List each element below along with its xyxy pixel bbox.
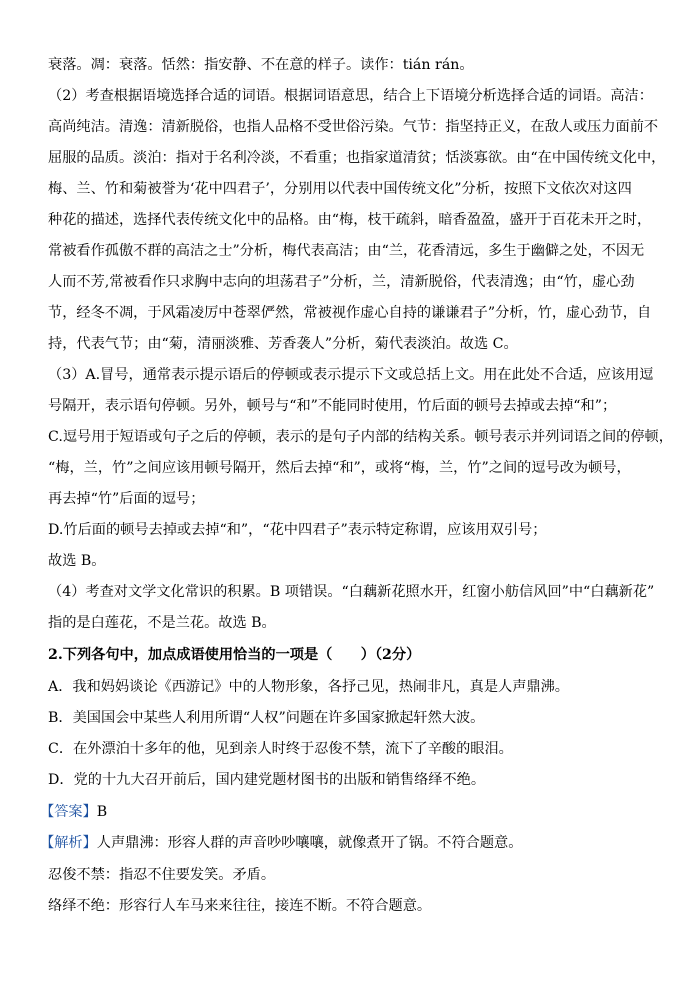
analysis-line	[40, 833, 646, 853]
explanation-line: 种花的描述，选择代表传统文化中的品格。由“梅，枝干疏斜，暗香盈盈，盛开于百花未开之时，	[48, 212, 652, 228]
explanation-line: 高尚纯洁。清逸：清新脱俗，也指人品格不受世俗污染。气节：指坚持正义，在敌人或压力面前不	[48, 119, 659, 135]
analysis-line: 络绎不绝：形容行人车马来来往往，接连不断。不符合题意。	[48, 898, 432, 914]
explanation-line: （3）A.冒号，通常表示提示语后的停顿或表示提示下文或总括上文。用在此处不合适，应该用逗	[48, 367, 654, 383]
explanation-line: 故选 B。	[48, 553, 106, 569]
explanation-line: 梅、兰、竹和菊被誉为‘花中四君子’，分别用以代表中国传统文化”分析，按照下文依次对这四	[48, 181, 632, 197]
answer-value: B	[96, 804, 108, 820]
option-d: D．党的十九大召开前后，国内建党题材图书的出版和销售络绎不绝。	[48, 772, 486, 788]
explanation-line: 常被看作孤傲不群的高洁之士”分析，梅代表高洁；由“兰，花香清远，多生于幽僻之处，不因无	[48, 243, 645, 259]
answer-tag: 【答案】	[40, 804, 97, 820]
analysis-text: 人声鼎沸：形容人群的声音吵吵嚷嚷，就像煮开了锅。不符合题意。	[96, 835, 523, 851]
answer-line	[40, 802, 646, 822]
explanation-line: D.竹后面的顿号去掉或去掉“和”，“花中四君子”表示特定称谓，应该用双引号；	[48, 522, 547, 538]
explanation-line: 人而不芳,常被看作只求胸中志向的坦荡君子”分析，兰，清新脱俗，代表清逸；由“竹，虚心劲	[48, 274, 635, 290]
explanation-line: 节，经冬不凋，于风霜凌厉中苍翠俨然，常被视作虚心自持的谦谦君子”分析，竹，虚心劲节，自	[48, 305, 652, 321]
explanation-line: 持，代表气节；由“菊，清丽淡雅、芳香袭人”分析，菊代表淡泊。故选 C。	[48, 336, 518, 352]
question-stem: 2.下列各句中，加点成语使用恰当的一项是（ ）（2分）	[48, 647, 421, 663]
explanation-line: 再去掉“竹”后面的逗号；	[48, 491, 205, 507]
explanation-line: “梅，兰，竹”之间应该用顿号隔开，然后去掉“和”，或将“梅，兰，竹”之间的逗号改为顿号，	[48, 460, 631, 476]
explanation-line: 指的是白莲花，不是兰花。故选 B。	[48, 615, 276, 631]
option-c: C．在外漂泊十多年的他，见到亲人时终于忍俊不禁，流下了辛酸的眼泪。	[48, 741, 513, 757]
option-a: A．我和妈妈谈论《西游记》中的人物形象，各抒己见，热闹非凡，真是人声鼎沸。	[48, 679, 569, 695]
analysis-line: 忍俊不禁：指忍不住要发笑。矛盾。	[48, 867, 276, 883]
explanation-line: （4）考查对文学文化常识的积累。B 项错误。“白藕新花照水开，红窗小舫信风回”中“白藕新花”	[48, 584, 655, 600]
explanation-line: （2）考查根据语境选择合适的词语。根据词语意思，结合上下语境分析选择合适的词语。高洁：	[48, 88, 653, 104]
explanation-line: 屈服的品质。淡泊：指对于名利冷淡，不看重；也指家道清贫；恬淡寡欲。由“在中国传统文化中，	[48, 150, 666, 166]
analysis-tag: 【解析】	[40, 835, 97, 851]
option-b: B．美国国会中某些人利用所谓“人权”问题在许多国家掀起轩然大波。	[48, 710, 485, 726]
explanation-line: C.逗号用于短语或句子之后的停顿，表示的是句子内部的结构关系。顿号表示并列词语之间的停顿，	[48, 429, 673, 445]
explanation-line: 号隔开，表示语句停顿。另外，顿号与“和”不能同时使用，竹后面的顿号去掉或去掉“和”；	[48, 398, 617, 414]
explanation-line: 衰落。凋：衰落。恬然：指安静、不在意的样子。读作：tián rán。	[48, 57, 474, 73]
